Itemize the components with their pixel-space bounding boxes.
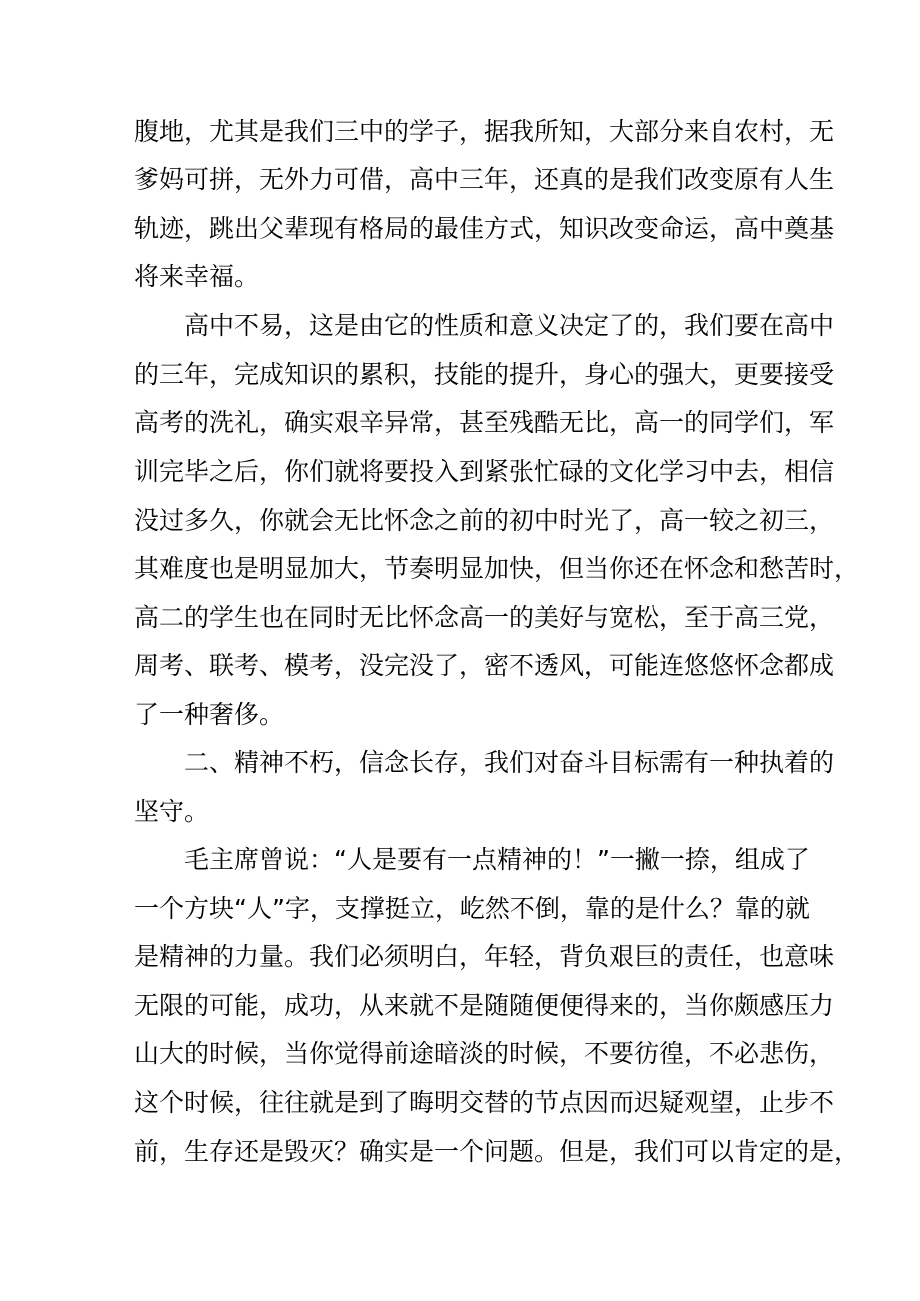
paragraph-2-line-4: 训完毕之后，你们就将要投入到紧张忙碌的文化学习中去，相信 — [134, 457, 835, 486]
paragraph-2-line-5: 没过多久，你就会无比怀念之前的初中时光了，高一较之初三， — [134, 506, 835, 535]
paragraph-1-line-1: 腹地，尤其是我们三中的学子，据我所知，大部分来自农村，无 — [134, 117, 835, 146]
paragraph-4-line-2: 一个方块“人”字，支撑挺立，屹然不倒，靠的是什么？靠的就 — [134, 894, 810, 923]
paragraph-4-line-7: 前，生存还是毁灭？确实是一个问题。但是，我们可以肯定的是， — [134, 1137, 860, 1166]
paragraph-4-line-5: 山大的时候，当你觉得前途暗淡的时候，不要彷徨，不必悲伤， — [134, 1039, 835, 1068]
paragraph-4-line-1: 毛主席曾说：“人是要有一点精神的！”一撇一捺，组成了 — [184, 845, 810, 874]
paragraph-2-line-1: 高中不易，这是由它的性质和意义决定了的，我们要在高中 — [184, 311, 835, 340]
paragraph-4-line-3: 是精神的力量。我们必须明白，年轻，背负艰巨的责任，也意味 — [134, 942, 835, 971]
paragraph-2-line-3: 高考的洗礼，确实艰辛异常，甚至残酷无比，高一的同学们，军 — [134, 408, 835, 437]
paragraph-1-line-2: 爹妈可拼，无外力可借，高中三年，还真的是我们改变原有人生 — [134, 165, 835, 194]
paragraph-2-line-8: 周考、联考、模考，没完没了，密不透风，可能连悠悠怀念都成 — [134, 651, 835, 680]
paragraph-4-line-6: 这个时候，往往就是到了晦明交替的节点因而迟疑观望，止步不 — [134, 1088, 835, 1117]
paragraph-2-line-9: 了一种奢侈。 — [134, 700, 285, 729]
paragraph-2-line-6: 其难度也是明显加大，节奏明显加快，但当你还在怀念和愁苦时， — [134, 554, 860, 583]
paragraph-2-line-2: 的三年，完成知识的累积，技能的提升，身心的强大，更要接受 — [134, 360, 835, 389]
paragraph-2-line-7: 高二的学生也在同时无比怀念高一的美好与宽松，至于高三党， — [134, 603, 835, 632]
paragraph-4-line-4: 无限的可能，成功，从来就不是随随便便得来的，当你颇感压力 — [134, 991, 835, 1020]
paragraph-3-line-1: 二、精神不朽，信念长存，我们对奋斗目标需有一种执着的 — [184, 748, 835, 777]
paragraph-3-line-2: 坚守。 — [134, 797, 210, 826]
paragraph-1-line-3: 轨迹，跳出父辈现有格局的最佳方式，知识改变命运，高中奠基 — [134, 214, 835, 243]
paragraph-1-line-4: 将来幸福。 — [134, 262, 260, 291]
